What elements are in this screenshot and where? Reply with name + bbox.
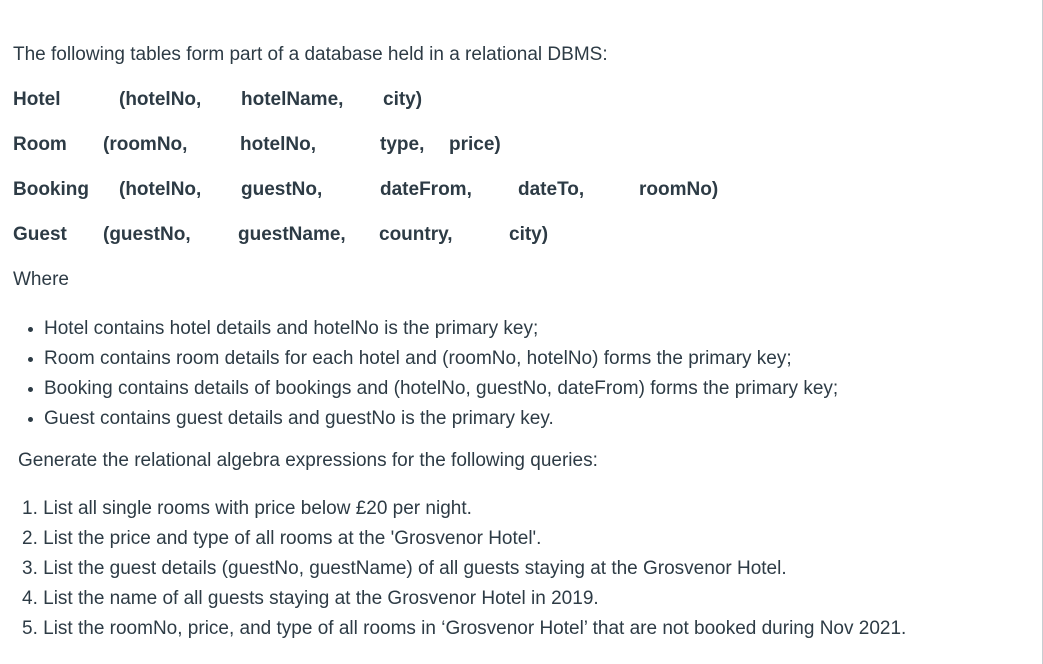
field: roomNo) [639,179,719,200]
list-item: 4. List the name of all guests staying at the Grosvenor Hotel in 2019. [22,588,599,609]
field: price) [449,134,501,155]
table-name: Booking [13,179,89,200]
field: guestNo, [241,179,323,200]
list-item: 3. List the guest details (guestNo, guestName) of all guests staying at the Grosvenor Hotel. [22,558,787,579]
table-name: Room [13,134,67,155]
list-item: Room contains room details for each hotel and (roomNo, hotelNo) forms the primary key; [26,344,838,374]
where-label: Where [13,269,69,290]
field: type, [380,134,425,155]
field: (hotelNo, [119,89,202,110]
field: guestName, [238,224,346,245]
table-name: Hotel [13,89,61,110]
table-name: Guest [13,224,67,245]
constraints-list [26,314,838,434]
list-item: 2. List the price and type of all rooms at the 'Grosvenor Hotel'. [22,528,542,549]
field: (hotelNo, [119,179,202,200]
list-item: Booking contains details of bookings and (hotelNo, guestNo, dateFrom) forms the primary key; [26,374,838,404]
field: hotelName, [241,89,344,110]
field: hotelNo, [240,134,316,155]
list-item: 5. List the roomNo, price, and type of all rooms in ‘Grosvenor Hotel’ that are not booked during Nov 2021. [22,618,907,639]
field: city) [383,89,423,110]
queries-list [22,494,906,644]
field: (roomNo, [103,134,188,155]
instruction-text: Generate the relational algebra expressions for the following queries: [18,450,598,471]
field: dateFrom, [380,179,472,200]
list-item: Hotel contains hotel details and hotelNo is the primary key; [26,314,838,344]
intro-text: The following tables form part of a database held in a relational DBMS: [13,44,608,65]
list-item: 1. List all single rooms with price below £20 per night. [22,498,472,519]
field: (guestNo, [103,224,191,245]
field: dateTo, [518,179,585,200]
list-item: Guest contains guest details and guestNo is the primary key. [26,404,838,434]
field: city) [509,224,549,245]
field: country, [379,224,453,245]
